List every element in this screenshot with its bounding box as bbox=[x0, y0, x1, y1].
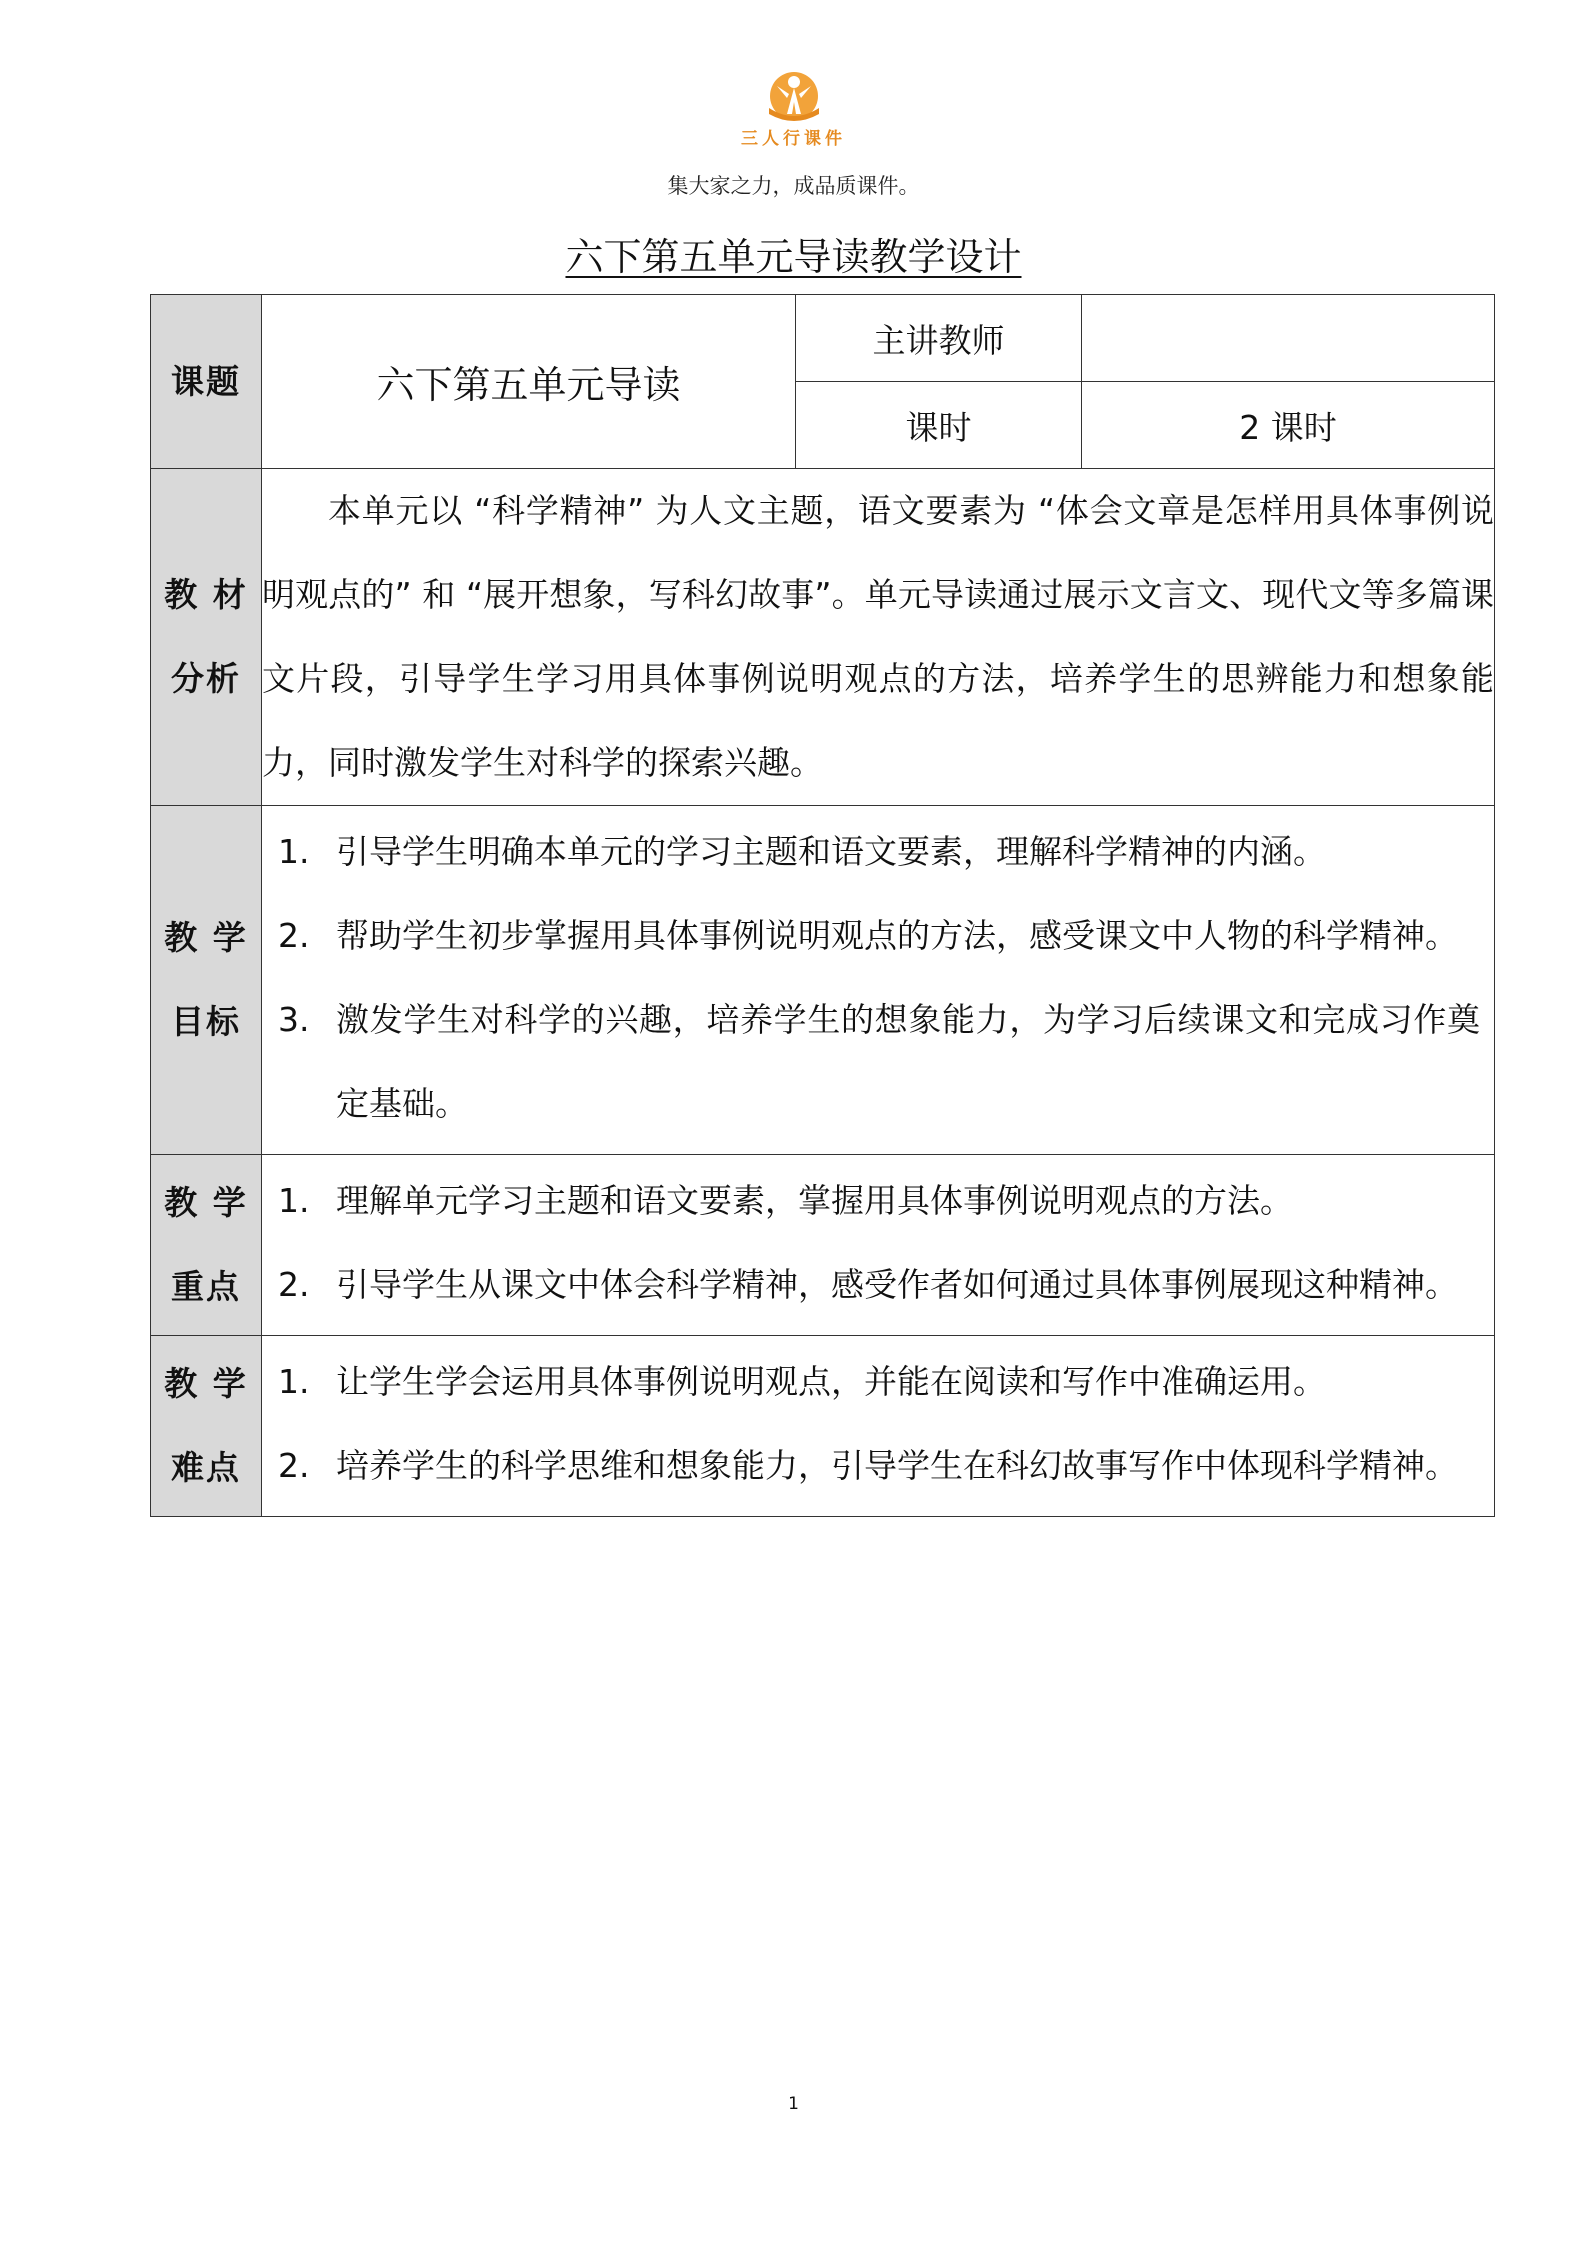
goals-label-line1: 教 学 bbox=[164, 918, 248, 957]
item-text: 理解单元学习主题和语文要素，掌握用具体事例说明观点的方法。 bbox=[336, 1181, 1293, 1220]
item-text: 帮助学生初步掌握用具体事例说明观点的方法，感受课文中人物的科学精神。 bbox=[336, 916, 1458, 955]
list-item bbox=[278, 978, 1480, 1146]
difficult-label-line1: 教 学 bbox=[164, 1364, 248, 1403]
item-number: 3. bbox=[278, 1000, 310, 1039]
document-title bbox=[0, 226, 1587, 281]
item-text: 引导学生从课文中体会科学精神，感受作者如何通过具体事例展现这种精神。 bbox=[336, 1265, 1458, 1304]
analysis-content bbox=[262, 469, 1495, 806]
difficult-points-list bbox=[262, 1336, 1494, 1516]
topic-label: 课题 bbox=[151, 295, 262, 469]
logo-text: 三人行课件 bbox=[741, 129, 846, 149]
goals-row bbox=[151, 806, 1495, 1155]
item-text: 培养学生的科学思维和想象能力，引导学生在科幻故事写作中体现科学精神。 bbox=[336, 1446, 1458, 1485]
teacher-value bbox=[1082, 295, 1495, 382]
analysis-label-line1: 教 材 bbox=[164, 575, 248, 614]
analysis-label bbox=[151, 469, 262, 806]
key-points-content bbox=[262, 1155, 1495, 1336]
list-item bbox=[278, 1159, 1480, 1243]
goals-label bbox=[151, 806, 262, 1155]
difficult-label-line2: 难点 bbox=[171, 1448, 241, 1487]
topic-value: 六下第五单元导读 bbox=[262, 295, 796, 469]
key-points-list bbox=[262, 1155, 1494, 1335]
people-logo-icon bbox=[759, 68, 829, 126]
hours-label: 课时 bbox=[796, 382, 1082, 469]
goals-label-line2: 目标 bbox=[171, 1002, 241, 1041]
item-number: 1. bbox=[278, 832, 310, 871]
topic-row bbox=[151, 295, 1495, 382]
document-title-text: 六下第五单元导读教学设计 bbox=[565, 235, 1022, 279]
list-item bbox=[278, 1424, 1480, 1508]
item-text: 让学生学会运用具体事例说明观点，并能在阅读和写作中准确运用。 bbox=[336, 1362, 1326, 1401]
goals-content bbox=[262, 806, 1495, 1155]
list-item bbox=[278, 1243, 1480, 1327]
analysis-label-line2: 分析 bbox=[171, 659, 241, 698]
lesson-plan-table bbox=[150, 294, 1495, 1517]
item-number: 2. bbox=[278, 1446, 310, 1485]
hours-value: 2 课时 bbox=[1082, 382, 1495, 469]
slogan: 集大家之力，成品质课件。 bbox=[667, 174, 920, 198]
item-text: 激发学生对科学的兴趣，培养学生的想象能力，为学习后续课文和完成习作奠定基础。 bbox=[336, 1000, 1480, 1123]
page-number: 1 bbox=[788, 2094, 799, 2114]
key-label-line2: 重点 bbox=[171, 1267, 241, 1306]
item-number: 1. bbox=[278, 1362, 310, 1401]
teacher-label: 主讲教师 bbox=[796, 295, 1082, 382]
key-label-line1: 教 学 bbox=[164, 1183, 248, 1222]
header-logo bbox=[0, 68, 1587, 149]
item-number: 2. bbox=[278, 1265, 310, 1304]
key-points-row bbox=[151, 1155, 1495, 1336]
difficult-points-row bbox=[151, 1336, 1495, 1517]
key-points-label bbox=[151, 1155, 262, 1336]
analysis-text: 本单元以 “科学精神” 为人文主题，语文要素为 “体会文章是怎样用具体事例说明观点的” 和 “展开想象，写科幻故事”。单元导读通过展示文言文、现代文等多篇课文片段，引导学生学习用具体事例说明观点的方法，培养学生的思辨能力和想象能力，同时激发学生对科学的探索兴趣。 bbox=[262, 491, 1494, 782]
item-number: 2. bbox=[278, 916, 310, 955]
difficult-points-content bbox=[262, 1336, 1495, 1517]
analysis-row bbox=[151, 469, 1495, 806]
item-text: 引导学生明确本单元的学习主题和语文要素，理解科学精神的内涵。 bbox=[336, 832, 1326, 871]
difficult-points-label bbox=[151, 1336, 262, 1517]
goals-list bbox=[262, 806, 1494, 1154]
list-item bbox=[278, 1340, 1480, 1424]
list-item bbox=[278, 894, 1480, 978]
list-item bbox=[278, 810, 1480, 894]
item-number: 1. bbox=[278, 1181, 310, 1220]
